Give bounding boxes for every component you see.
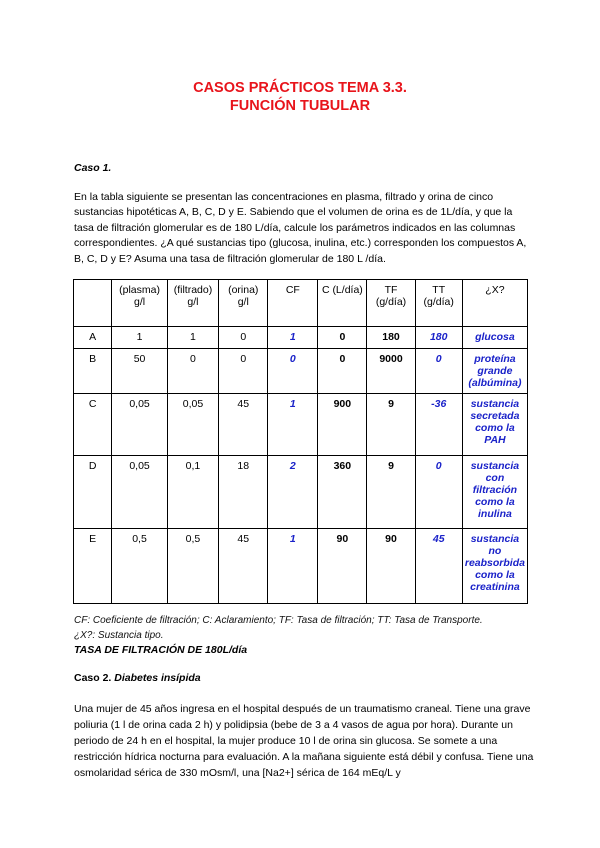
tasa-filtracion: TASA DE FILTRACIÓN DE 180L/día (74, 644, 248, 656)
cell-filtrado: 0,05 (167, 394, 218, 456)
cell-c: 900 (318, 394, 367, 456)
cell-orina: 45 (219, 529, 268, 604)
cell-plasma: 50 (112, 349, 167, 394)
cell-cf: 1 (268, 327, 318, 349)
cell-plasma: 0,05 (112, 394, 167, 456)
cell-tf: 9 (367, 394, 415, 456)
cell-orina: 0 (219, 349, 268, 394)
cell-plasma: 1 (112, 327, 167, 349)
header-x: ¿X? (462, 280, 527, 327)
table-row (74, 456, 528, 529)
table-legend (74, 613, 483, 643)
cell-tf: 9 (367, 456, 415, 529)
cell-filtrado: 0,5 (167, 529, 218, 604)
cell-tf: 180 (367, 327, 415, 349)
cell-cf: 2 (268, 456, 318, 529)
header-filtrado: (filtrado) g/l (167, 280, 218, 327)
cell-c: 0 (318, 349, 367, 394)
header-plasma: (plasma) g/l (112, 280, 167, 327)
cell-plasma: 0,05 (112, 456, 167, 529)
cell-tf: 9000 (367, 349, 415, 394)
table-row (74, 349, 528, 394)
header-tf: TF (g/día) (367, 280, 415, 327)
substances-table (73, 279, 528, 604)
legend-line-1: CF: Coeficiente de filtración; C: Aclaramiento; TF: Tasa de filtración; TT: Tasa de Transporte. (74, 615, 483, 626)
cell-tf: 90 (367, 529, 415, 604)
table-header-row (74, 280, 528, 327)
row-id: E (74, 529, 112, 604)
cell-x: proteína grande (albúmina) (462, 349, 527, 394)
legend-line-2: ¿X?: Sustancia tipo. (74, 630, 164, 641)
row-id: D (74, 456, 112, 529)
cell-c: 90 (318, 529, 367, 604)
header-c: C (L/día) (318, 280, 367, 327)
table-row (74, 327, 528, 349)
cell-orina: 0 (219, 327, 268, 349)
caso2-title: Diabetes insípida (114, 672, 201, 684)
cell-tt: -36 (415, 394, 462, 456)
cell-tt: 45 (415, 529, 462, 604)
cell-filtrado: 0 (167, 349, 218, 394)
cell-x: sustancia no reabsorbida como la creatinina (462, 529, 527, 604)
page-title: CASOS PRÁCTICOS TEMA 3.3. (193, 80, 407, 96)
cell-filtrado: 1 (167, 327, 218, 349)
table-row (74, 394, 528, 456)
header-blank (74, 280, 112, 327)
cell-c: 0 (318, 327, 367, 349)
cell-tt: 180 (415, 327, 462, 349)
row-id: A (74, 327, 112, 349)
cell-cf: 1 (268, 529, 318, 604)
cell-tt: 0 (415, 456, 462, 529)
cell-cf: 1 (268, 394, 318, 456)
caso1-heading: Caso 1. (74, 162, 112, 174)
header-cf: CF (268, 280, 318, 327)
cell-x: sustancia secretada como la PAH (462, 394, 527, 456)
cell-cf: 0 (268, 349, 318, 394)
cell-orina: 45 (219, 394, 268, 456)
caso2-prefix: Caso 2. (74, 672, 112, 684)
caso2-heading (74, 671, 201, 686)
cell-x: sustancia con filtración como la inulina (462, 456, 527, 529)
cell-x: glucosa (462, 327, 527, 349)
cell-filtrado: 0,1 (167, 456, 218, 529)
row-id: C (74, 394, 112, 456)
cell-c: 360 (318, 456, 367, 529)
caso1-intro: En la tabla siguiente se presentan las concentraciones en plasma, filtrado y orina de cinco sustancias hipotéticas A, B, C, D y E. Sabiendo que el volumen de orina es de 1L/día, y que la tasa de filtración glomerular es de 180 L/día, calcule los parámetros indicados en las columnas correspondientes. ¿A qué sustancias tipo (glucosa, inulina, etc.) corresponden los compuestos A, B, C, D y E? Asuma una tasa de filtración glomerular de 180 L /día. (74, 191, 527, 265)
caso2-paragraph: Una mujer de 45 años ingresa en el hospital después de un traumatismo craneal. Tiene una grave poliuria (1 l de orina cada 2 h) y polidipsia (bebe de 3 a 4 vasos de agua por hora). Durante un periodo de 24 h en el hospital, la mujer produce 10 l de orina sin glucosa. Se somete a una restricción hídrica nocturna para evaluación. A la mañana siguiente está débil y confusa. Tiene una osmolaridad sérica de 330 mOsm/l, una [Na2+] sérica de 164 mEq/L y (74, 703, 534, 779)
cell-tt: 0 (415, 349, 462, 394)
cell-plasma: 0,5 (112, 529, 167, 604)
table-row (74, 529, 528, 604)
header-orina: (orina) g/l (219, 280, 268, 327)
cell-orina: 18 (219, 456, 268, 529)
header-tt: TT (g/día) (415, 280, 462, 327)
page-subtitle: FUNCIÓN TUBULAR (229, 98, 371, 114)
row-id: B (74, 349, 112, 394)
